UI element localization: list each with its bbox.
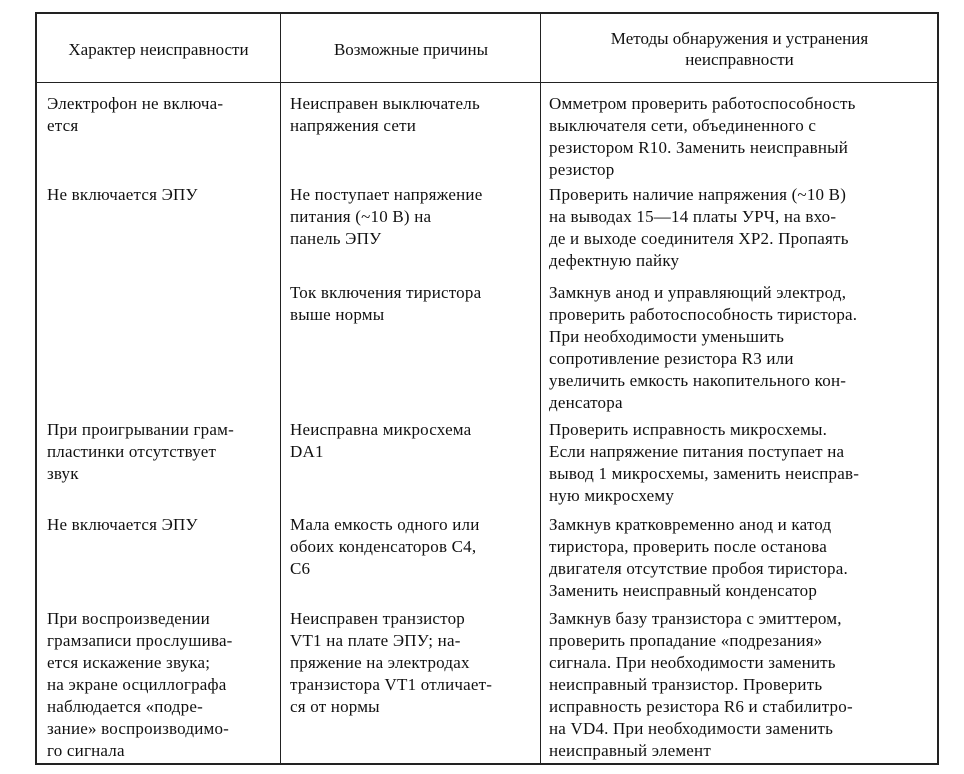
row-6-cause: Неисправен транзистор VT1 на плате ЭПУ; на- пряжение на электродах транзистора VT1 отличает- ся от нормы (290, 609, 493, 716)
row-2-fault: Не включается ЭПУ (47, 185, 198, 204)
fault-table (35, 12, 939, 765)
row-4-cause: Неисправна микросхема DA1 (290, 420, 472, 461)
row-1-fault: Электрофон не включа- ется (47, 94, 224, 135)
row-3-method: Замкнув анод и управляющий электрод, проверить работоспособность тиристора. При необходимости уменьшить сопротивление резистора R3 или увеличить емкость накопительного кон- денсатора (549, 283, 858, 412)
row-4-method: Проверить исправность микросхемы. Если напряжение питания поступает на вывод 1 микросхемы, заменить неисправ- ную микросхему (549, 420, 860, 505)
row-1-method: Омметром проверить работоспособность выключателя сети, объединенного с резистором R10. Заменить неисправный резистор (549, 94, 856, 179)
row-3-cause: Ток включения тиристора выше нормы (290, 283, 482, 324)
row-5-cause: Мала емкость одного или обоих конденсаторов С4, С6 (290, 515, 480, 578)
row-4-fault: При проигрывании грам- пластинки отсутствует звук (47, 420, 234, 483)
header-fault: Характер неисправности (68, 39, 249, 59)
row-6-method: Замкнув базу транзистора с эмиттером, проверить пропадание «подрезания» сигнала. При необходимости заменить неисправный транзистор. Проверить исправность резистора R6 и стабилитро- на VD4. При необходимости заменить неисправный элемент (549, 609, 853, 760)
row-6-fault: При воспроизведении грамзаписи прослушива- ется искажение звука; на экране осциллографа наблюдается «подре- зание» воспроизводимо- го сигнала (47, 609, 233, 760)
row-1-cause: Неисправен выключатель напряжения сети (290, 94, 480, 135)
row-2-cause: Не поступает напряжение питания (~10 В) на панель ЭПУ (290, 185, 483, 248)
header-method: Методы обнаружения и устранения неисправности (610, 29, 869, 69)
column-divider-2 (540, 14, 541, 763)
row-5-fault: Не включается ЭПУ (47, 515, 198, 534)
header-cause: Возможные причины (333, 39, 489, 59)
row-2-method: Проверить наличие напряжения (~10 В) на выводах 15—14 платы УРЧ, на вхо- де и выходе соединителя ХР2. Пропаять дефектную пайку (549, 185, 849, 270)
row-5-method: Замкнув кратковременно анод и катод тиристора, проверить после останова двигателя отсутствие пробоя тиристора. Заменить неисправный конденсатор (549, 515, 848, 600)
